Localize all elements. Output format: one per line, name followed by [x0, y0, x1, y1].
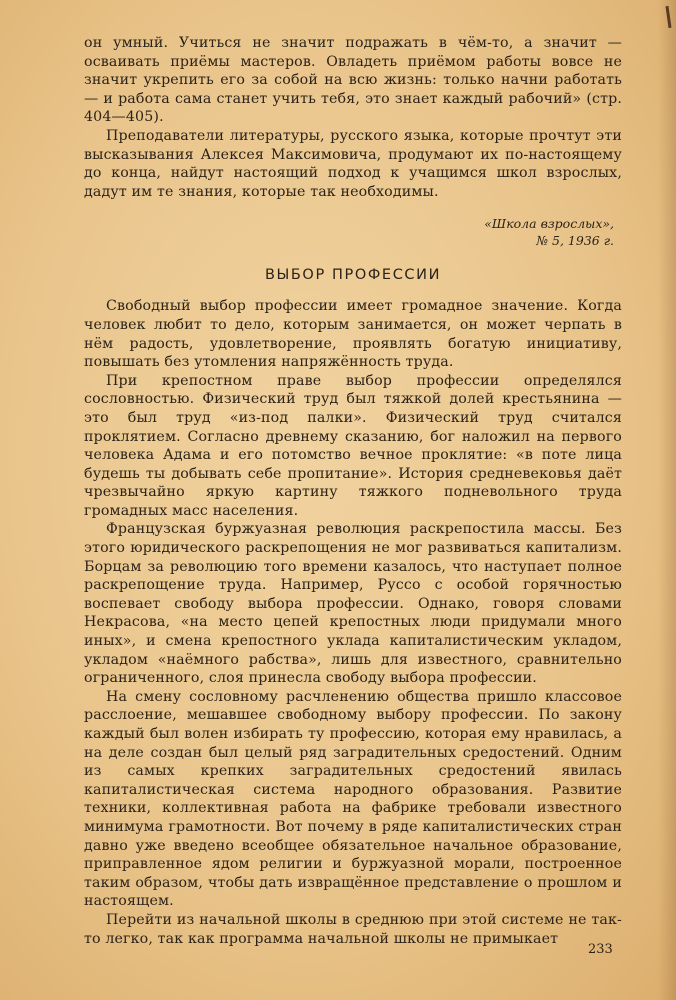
paragraph-5: Перейти из начальной школы в среднюю при этой системе не так-то легко, так как программа начальной школы не примыкает — [84, 911, 622, 947]
source-line-1: «Школа взрослых», — [484, 216, 614, 232]
page-content — [84, 34, 622, 948]
paragraph-1: Свободный выбор профессии имеет громадное значение. Когда человек любит то дело, которым занимается, он может черпать в нём радость, удовлетворение, проявлять богатую инициативу, повышать без утомления напряжённость труда. — [84, 298, 622, 371]
section-heading: ВЫБОР ПРОФЕССИИ — [264, 267, 442, 284]
page-edge-shadow — [658, 0, 676, 1000]
page-number: 233 — [588, 942, 613, 957]
continuation-paragraph: он умный. Учиться не значит подражать в чём-то, а значит — осваивать приёмы мастеров. Овладеть приёмом работы вовсе не значит укрепить его за собой на всю жизнь: только начни работать — и работа сама станет учить тебя, это знает каждый рабочий» (стр. 404—405). — [84, 35, 622, 126]
paragraph-2: При крепостном праве выбор профессии определялся сословностью. Физический труд был тяжкой долей крестьянина — это был труд «из-под палки». Физический труд считался проклятием. Согласно древнему сказанию, бог наложил на первого человека Адама и его потомство вечное проклятие: «в поте лица будешь ты добывать себе пропитание». История средневековья даёт чрезвычайно яркую картину тяжкого подневольного труда громадных масс населения. — [84, 372, 622, 519]
source-citation — [84, 215, 614, 249]
source-line-2: № 5, 1936 г. — [536, 233, 614, 249]
teachers-paragraph: Преподаватели литературы, русского языка, которые прочтут эти высказывания Алексея Максимовича, продумают их по-настоящему до конца, найдут настоящий подход к учащимся школ взрослых, дадут им те знания, которые так необходимы. — [84, 127, 622, 200]
paragraph-4: На смену сословному расчленению общества пришло классовое расслоение, мешавшее свободному выбору профессии. По закону каждый был волен избирать ту профессию, которая ему нравилась, а на деле создан был целый ряд заградительных средостений. Одним из самых крепких заградительных средостений явилась капиталистическая система народного образования. Развитие техники, коллективная работа на фабрике требовали известного минимума грамотности. Вот почему в ряде капиталистических стран давно уже введено всеобщее обязательное начальное образование, приправленное ядом религии и буржуазной морали, построенное таким образом, чтобы дать извращённое представление о прошлом и настоящем. — [84, 688, 622, 910]
paragraph-3: Французская буржуазная революция раскрепостила массы. Без этого юридического раскрепощения не мог развиваться капитализм. Борцам за революцию того времени казалось, что наступает полное раскрепощение труда. Например, Руссо с особой горячностью воспевает свободу выбора профессии. Однако, говоря словами Некрасова, «на место цепей крепостных люди придумали много иных», и смена крепостного уклада капиталистическим укладом, укладом «наёмного рабства», лишь для известного, сравнительно ограниченного, слоя принесла свободу выбора профессии. — [84, 521, 622, 687]
